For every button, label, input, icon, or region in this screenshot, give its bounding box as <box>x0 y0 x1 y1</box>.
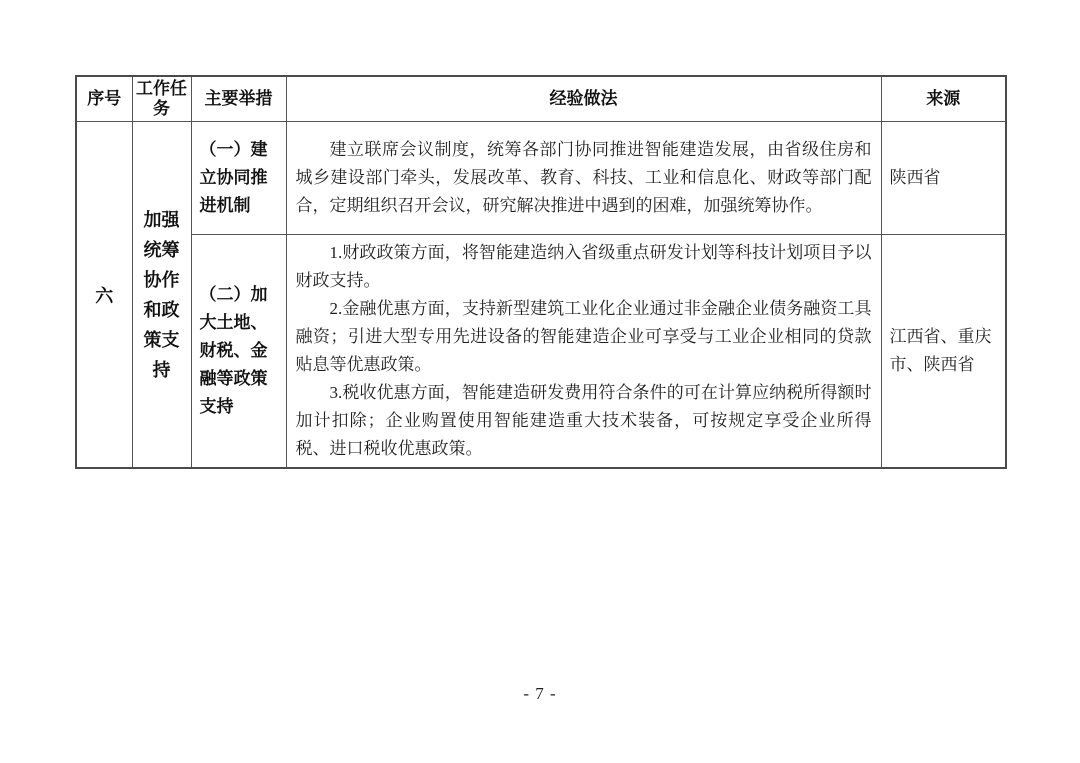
table-row <box>76 235 1006 469</box>
experience-paragraph: 1.财政政策方面，将智能建造纳入省级重点研发计划等科技计划项目予以财政支持。 <box>295 243 872 291</box>
header-experience-practices: 经验做法 <box>286 76 881 122</box>
page-number: - 7 - <box>523 684 557 703</box>
header-main-measures: 主要举措 <box>191 76 286 122</box>
header-source: 来源 <box>881 76 1006 122</box>
experience-paragraph: 3.税收优惠方面，智能建造研发费用符合条件的可在计算应纳税所得额时加计扣除；企业购置使用智能建造重大技术装备，可按规定享受企业所得税、进口税收优惠政策。 <box>295 383 872 459</box>
work-task-cell: 加强统筹协作和政策支持 <box>132 122 191 469</box>
experience-cell <box>286 235 881 469</box>
table-header-row <box>76 76 1006 122</box>
measure-cell: （二）加大土地、财税、金融等政策支持 <box>191 235 286 469</box>
experience-paragraph: 2.金融优惠方面，支持新型建筑工业化企业通过非金融企业债务融资工具融资；引进大型专用先进设备的智能建造企业可享受与工业企业相同的贷款贴息等优惠政策。 <box>295 299 872 375</box>
header-work-task: 工作任务 <box>132 76 191 122</box>
experience-table <box>75 75 1007 469</box>
row-index-cell: 六 <box>76 122 132 469</box>
experience-cell <box>286 122 881 235</box>
table-row <box>76 122 1006 235</box>
experience-paragraph: 建立联席会议制度，统筹各部门协同推进智能建造发展，由省级住房和城乡建设部门牵头，发展改革、教育、科技、工业和信息化、财政等部门配合，定期组织召开会议，研究解决推进中遇到的困难，加强统筹协作。 <box>295 140 872 216</box>
header-serial-number: 序号 <box>76 76 132 122</box>
measure-cell: （一）建立协同推进机制 <box>191 122 286 235</box>
source-cell: 陕西省 <box>881 122 1006 235</box>
source-cell: 江西省、重庆市、陕西省 <box>881 235 1006 469</box>
